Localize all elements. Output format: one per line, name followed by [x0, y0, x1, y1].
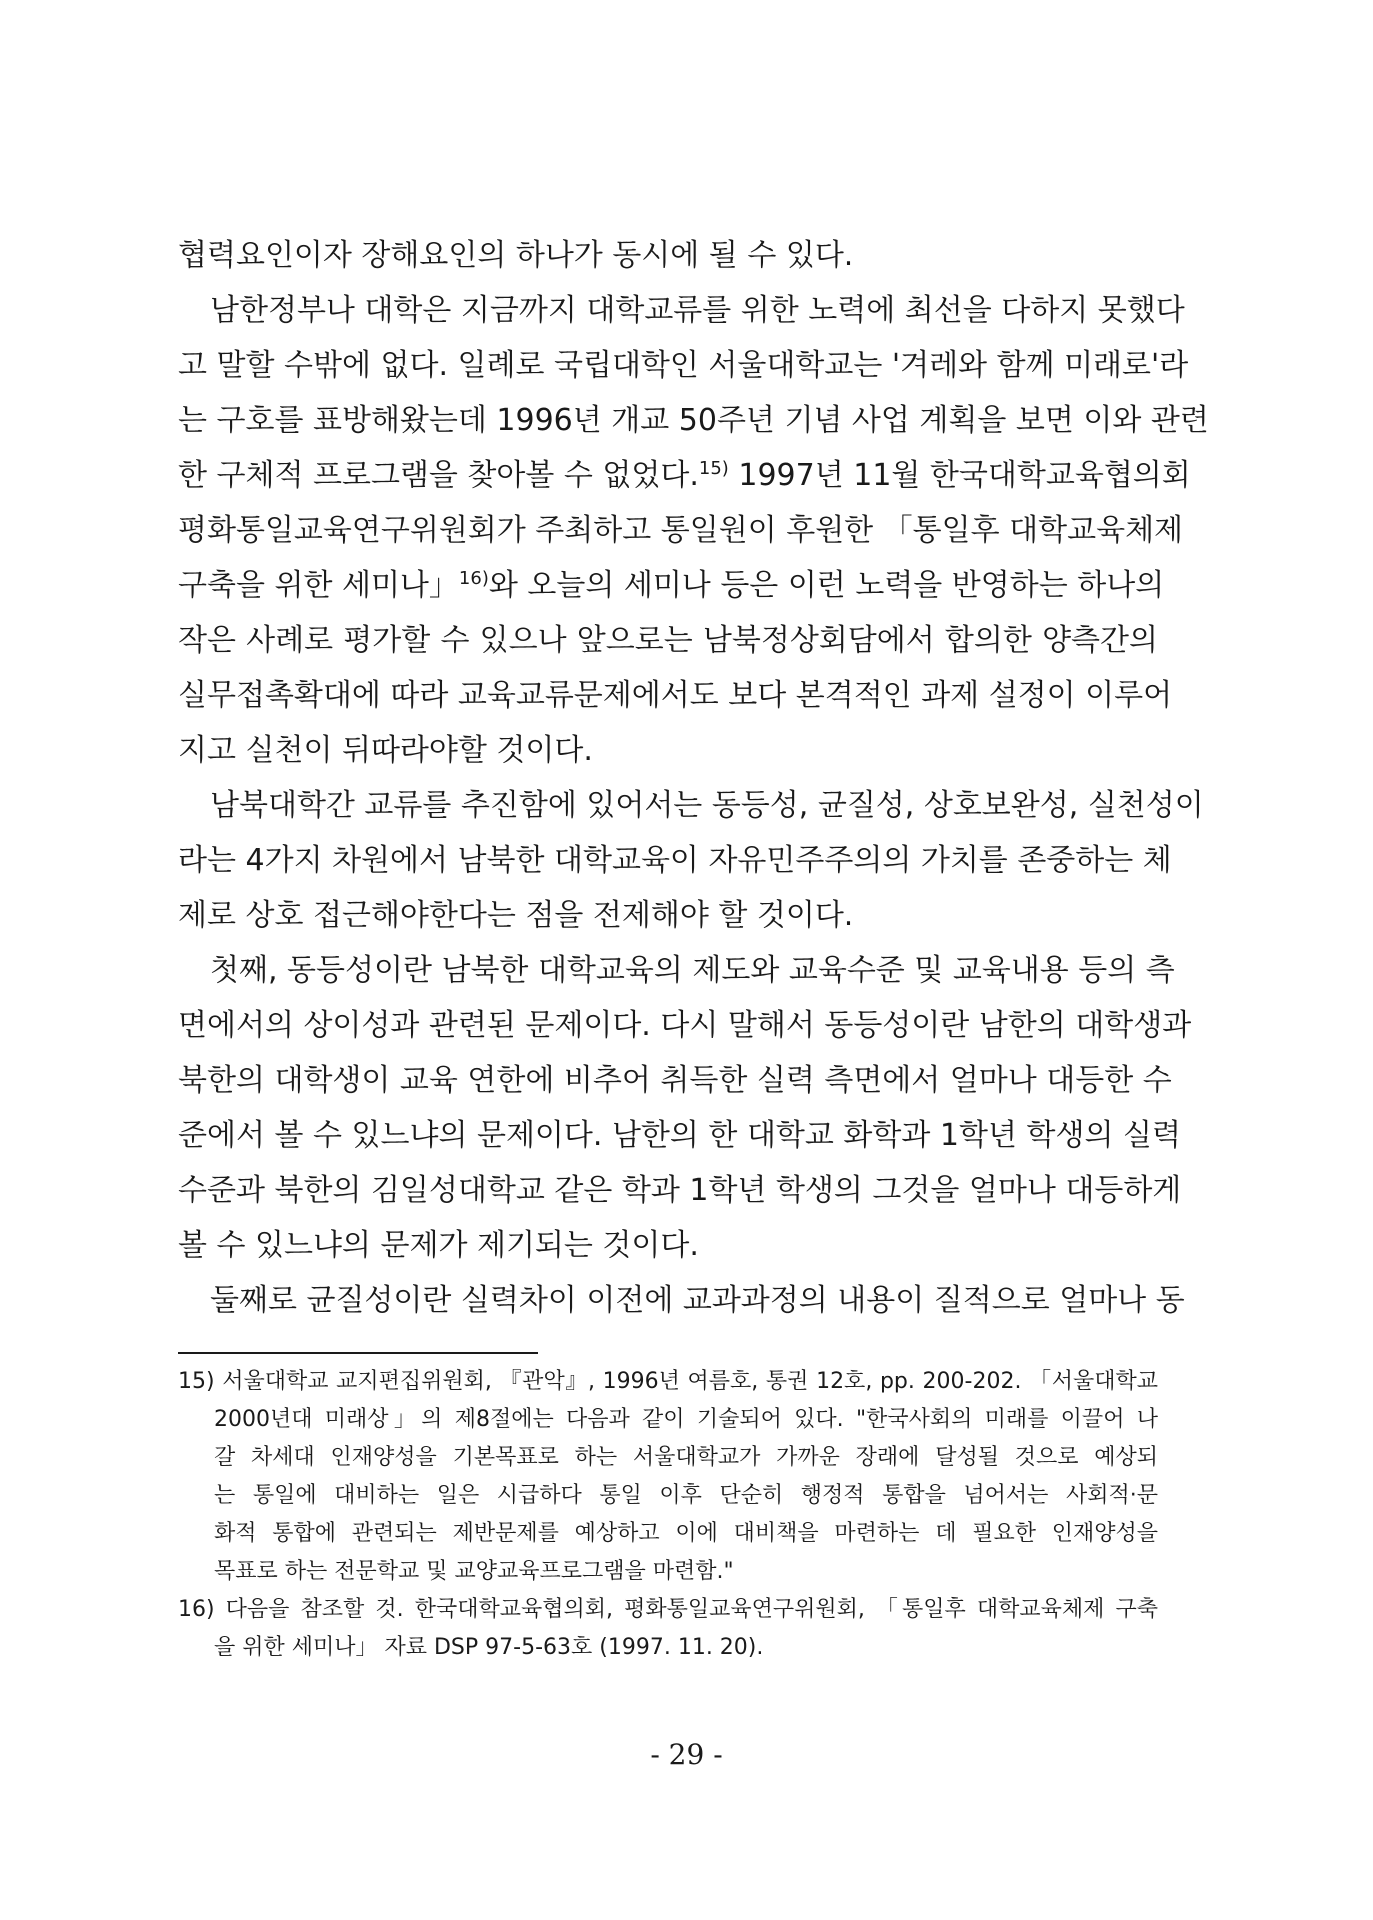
- paragraph-line: [178, 558, 1165, 613]
- paragraph-line: 면에서의 상이성과 관련된 문제이다. 다시 말해서 동등성이란 남한의 대학생과: [178, 1008, 1192, 1043]
- paragraph-line: 작은 사례로 평가할 수 있으나 앞으로는 남북정상회담에서 합의한 양측간의: [178, 623, 1158, 658]
- footnote-line: 2000년대 미래상」의 제8절에는 다음과 같이 기술되어 있다. "한국사회의 미래를 이끌어 나: [214, 1407, 1158, 1432]
- footnotes: [178, 1363, 1158, 1667]
- paragraph-line: 제로 상호 접근해야한다는 점을 전제해야 할 것이다.: [178, 898, 854, 933]
- line-text: 한 구체적 프로그램을 찾아볼 수 없었다.: [178, 458, 699, 493]
- footnote-line: 화적 통합에 관련되는 제반문제를 예상하고 이에 대비책을 마련하는 데 필요한 인재양성을: [214, 1521, 1158, 1546]
- footnote-separator: [178, 1352, 538, 1354]
- footnote-ref-15: 15): [698, 458, 729, 479]
- footnote-16: [178, 1591, 1158, 1667]
- paragraph-line: 는 구호를 표방해왔는데 1996년 개교 50주년 기념 사업 계획을 보면 이와 관련: [178, 403, 1209, 438]
- paragraph-line: 남북대학간 교류를 추진함에 있어서는 동등성, 균질성, 상호보완성, 실천성이: [210, 788, 1204, 823]
- paragraph-line: 고 말할 수밖에 없다. 일례로 국립대학인 서울대학교는 '겨레와 함께 미래로'라: [178, 348, 1189, 383]
- footnote-line: 을 위한 세미나」 자료 DSP 97-5-63호 (1997. 11. 20).: [214, 1635, 764, 1660]
- footnote-line: 는 통일에 대비하는 일은 시급하다 통일 이후 단순히 행정적 통합을 넘어서는 사회적·문: [214, 1483, 1158, 1508]
- paragraph-line: [178, 448, 1191, 503]
- paragraph-line: 지고 실천이 뒤따라야할 것이다.: [178, 733, 593, 768]
- paragraph-line: 남한정부나 대학은 지금까지 대학교류를 위한 노력에 최선을 다하지 못했다: [210, 293, 1185, 328]
- page-number: - 29 -: [650, 1738, 723, 1771]
- paragraph-line: 준에서 볼 수 있느냐의 문제이다. 남한의 한 대학교 화학과 1학년 학생의 실력: [178, 1118, 1181, 1153]
- paragraph-line: 북한의 대학생이 교육 연한에 비추어 취득한 실력 측면에서 얼마나 대등한 수: [178, 1063, 1172, 1098]
- line-text: 와 오늘의 세미나 등은 이런 노력을 반영하는 하나의: [488, 568, 1165, 603]
- paragraph-line: 협력요인이자 장해요인의 하나가 동시에 될 수 있다.: [178, 238, 854, 273]
- paragraph-line: 평화통일교육연구위원회가 주최하고 통일원이 후원한 「통일후 대학교육체제: [178, 513, 1184, 548]
- line-text: 구축을 위한 세미나」: [178, 568, 459, 603]
- line-text: 1997년 11월 한국대학교육협의회: [728, 458, 1191, 493]
- paragraph-line: 둘째로 균질성이란 실력차이 이전에 교과과정의 내용이 질적으로 얼마나 동: [210, 1283, 1185, 1318]
- footnote-line: 목표로 하는 전문학교 및 교양교육프로그램을 마련함.": [214, 1559, 734, 1584]
- footnote-line: 16) 다음을 참조할 것. 한국대학교육협의회, 평화통일교육연구위원회, 「통일후 대학교육체제 구축: [178, 1597, 1158, 1622]
- paragraph-line: 실무접촉확대에 따라 교육교류문제에서도 보다 본격적인 과제 설정이 이루어: [178, 678, 1173, 713]
- footnote-ref-16: 16): [458, 568, 489, 589]
- body-text: [178, 228, 1209, 1328]
- paragraph-line: 첫째, 동등성이란 남북한 대학교육의 제도와 교육수준 및 교육내용 등의 측: [210, 953, 1175, 988]
- footnote-line: 15) 서울대학교 교지편집위원회, 『관악』, 1996년 여름호, 통권 12호, pp. 200-202. 「서울대학교: [178, 1369, 1158, 1394]
- footnote-line: 갈 차세대 인재양성을 기본목표로 하는 서울대학교가 가까운 장래에 달성될 것으로 예상되: [214, 1445, 1158, 1470]
- paragraph-line: 라는 4가지 차원에서 남북한 대학교육이 자유민주주의의 가치를 존중하는 체: [178, 843, 1172, 878]
- paragraph-line: 수준과 북한의 김일성대학교 같은 학과 1학년 학생의 그것을 얼마나 대등하게: [178, 1173, 1182, 1208]
- footnote-15: [178, 1363, 1158, 1591]
- paragraph-line: 볼 수 있느냐의 문제가 제기되는 것이다.: [178, 1228, 699, 1263]
